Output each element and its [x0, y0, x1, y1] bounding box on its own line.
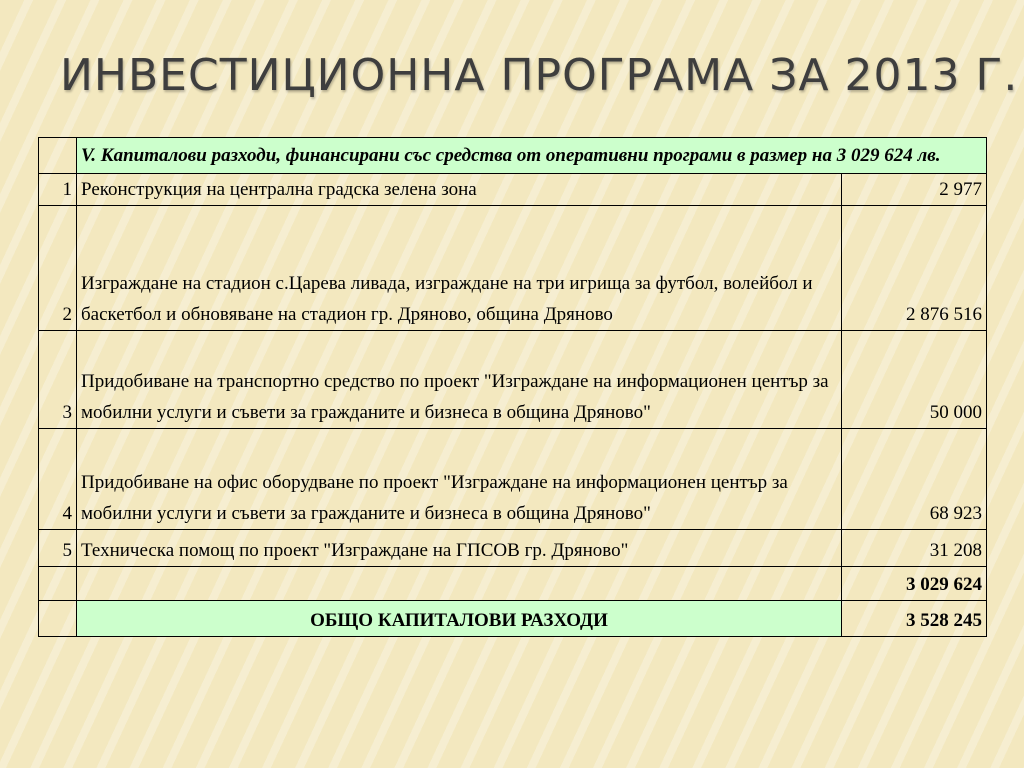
row-description: Придобиване на транспортно средство по проект "Изграждане на информационен център за мобилни услуги и съвети за гражданите и бизнеса в община Дряново" [77, 331, 842, 429]
total-row [39, 601, 987, 637]
row-amount: 68 923 [842, 429, 987, 530]
subtotal-amount: 3 029 624 [842, 567, 987, 601]
header-num-cell [39, 138, 77, 174]
row-description: Придобиване на офис оборудване по проект "Изграждане на информационен център за мобилни услуги и съвети за гражданите и бизнеса в община Дряново" [77, 429, 842, 530]
row-description: Реконструкция на централна градска зелена зона [77, 174, 842, 206]
table-row [39, 174, 987, 206]
row-number: 4 [39, 429, 77, 530]
row-amount: 50 000 [842, 331, 987, 429]
row-number: 5 [39, 530, 77, 567]
subtotal-row [39, 567, 987, 601]
slide-title: ИНВЕСТИЦИОННА ПРОГРАМА ЗА 2013 Г. [60, 50, 1019, 101]
section-header-text: V. Капиталови разходи, финансирани със средства от оперативни програми в размер на 3 029 624 лв. [77, 138, 987, 174]
total-label: ОБЩО КАПИТАЛОВИ РАЗХОДИ [77, 601, 842, 637]
row-amount: 31 208 [842, 530, 987, 567]
table-row [39, 331, 987, 429]
section-header-row [39, 138, 987, 174]
investment-table [38, 137, 987, 637]
subtotal-num-cell [39, 567, 77, 601]
subtotal-label-cell [77, 567, 842, 601]
row-number: 1 [39, 174, 77, 206]
row-number: 2 [39, 206, 77, 331]
row-number: 3 [39, 331, 77, 429]
row-description: Техническа помощ по проект "Изграждане на ГПСОВ гр. Дряново" [77, 530, 842, 567]
table-row [39, 429, 987, 530]
row-amount: 2 876 516 [842, 206, 987, 331]
total-num-cell [39, 601, 77, 637]
row-amount: 2 977 [842, 174, 987, 206]
total-amount: 3 528 245 [842, 601, 987, 637]
table-row [39, 530, 987, 567]
table-row [39, 206, 987, 331]
row-description: Изграждане на стадион с.Царева ливада, изграждане на три игрища за футбол, волейбол и баскетбол и обновяване на стадион гр. Дряново, община Дряново [77, 206, 842, 331]
